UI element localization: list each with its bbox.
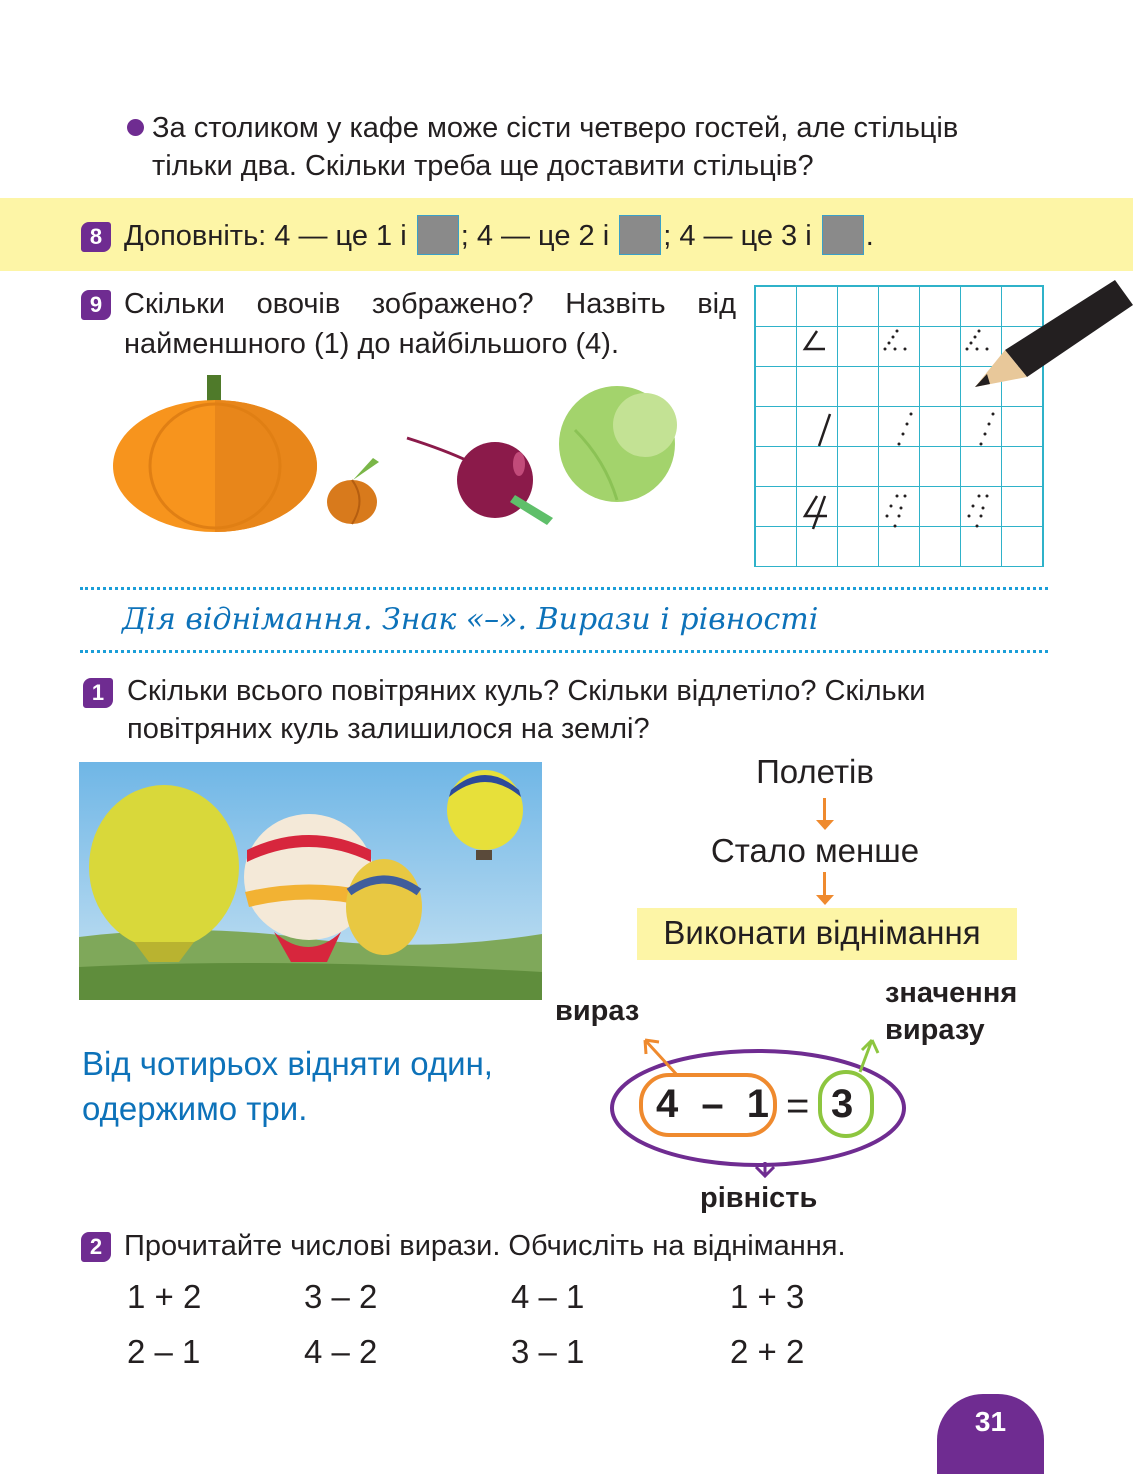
task8-part3: ; 4 — це 3 і xyxy=(663,220,820,252)
flow-step1: Полетів xyxy=(756,753,874,790)
task8-text xyxy=(124,217,874,257)
bullet-dot xyxy=(127,119,144,136)
task9-badge: 9 xyxy=(81,290,111,320)
expr-r1-c1: 1 + 2 xyxy=(127,1278,202,1315)
expr-r1-c4: 1 + 3 xyxy=(730,1278,805,1315)
balloon-3 xyxy=(346,859,422,955)
reading-line2: одержимо три. xyxy=(82,1090,308,1127)
flow-step2: Стало менше xyxy=(710,832,920,869)
task8-part1: Доповніть: 4 — це 1 і xyxy=(124,220,415,252)
expr-r2-c1: 2 – 1 xyxy=(127,1333,201,1370)
expr-r1-c2: 3 – 2 xyxy=(304,1278,378,1315)
flow-arrowhead-1 xyxy=(816,820,834,830)
onion-icon xyxy=(327,458,379,524)
pencil-icon xyxy=(965,275,1133,390)
expression-result: 3 xyxy=(831,1082,854,1126)
expression-left: 4 – 1 xyxy=(656,1082,775,1126)
beet-icon xyxy=(407,438,553,525)
expression-equals: = xyxy=(786,1084,810,1128)
page-number: 31 xyxy=(974,1406,1007,1437)
answer-box-3[interactable] xyxy=(822,215,864,255)
flow-arrowhead-2 xyxy=(816,895,834,905)
divider-bottom xyxy=(80,650,1048,653)
task9-line1: Скільки овочів зображено? Назвіть від xyxy=(124,288,736,320)
balloons-photo xyxy=(79,762,542,1000)
answer-box-2[interactable] xyxy=(619,215,661,255)
task8-part4: . xyxy=(865,220,874,252)
task2-text: Прочитайте числові вирази. Обчисліть на віднімання. xyxy=(124,1230,846,1262)
label-equality: рівність xyxy=(700,1182,818,1214)
vegetables-illustration xyxy=(105,370,695,540)
task9-line2: найменшного (1) до найбільшого (4). xyxy=(124,328,620,360)
task8-part2: ; 4 — це 2 і xyxy=(460,220,618,252)
section-title: Дія віднімання. Знак «–». Вирази і рівності xyxy=(122,602,819,637)
bullet-task-line2: тільки два. Скільки треба ще доставити стільців? xyxy=(152,150,814,182)
expr-r2-c2: 4 – 2 xyxy=(304,1333,378,1370)
flow-arrow-1 xyxy=(823,798,826,822)
task2-badge: 2 xyxy=(81,1232,111,1262)
flow-arrow-2 xyxy=(823,872,826,896)
answer-box-1[interactable] xyxy=(417,215,459,255)
label-expression: вираз xyxy=(555,995,640,1027)
value-arrow xyxy=(860,1040,878,1072)
expr-r2-c4: 2 + 2 xyxy=(730,1333,805,1370)
bullet-task-line1: За столиком у кафе може сісти четверо гостей, але стільців xyxy=(152,112,959,144)
task8-badge: 8 xyxy=(81,222,111,252)
flow-step3: Виконати віднімання xyxy=(663,914,981,951)
task1-line2: повітряних куль залишилося на землі? xyxy=(127,713,650,745)
divider-top xyxy=(80,587,1048,590)
cabbage-icon xyxy=(559,386,677,502)
label-value-line2: виразу xyxy=(885,1014,985,1046)
pumpkin-icon xyxy=(113,375,317,532)
expr-r2-c3: 3 – 1 xyxy=(511,1333,585,1370)
reading-line1: Від чотирьох відняти один, xyxy=(82,1045,493,1082)
expr-r1-c3: 4 – 1 xyxy=(511,1278,585,1315)
task1-badge: 1 xyxy=(83,678,113,708)
label-value-line1: значення xyxy=(885,977,1018,1009)
task1-line1: Скільки всього повітряних куль? Скільки відлетіло? Скільки xyxy=(127,675,926,707)
